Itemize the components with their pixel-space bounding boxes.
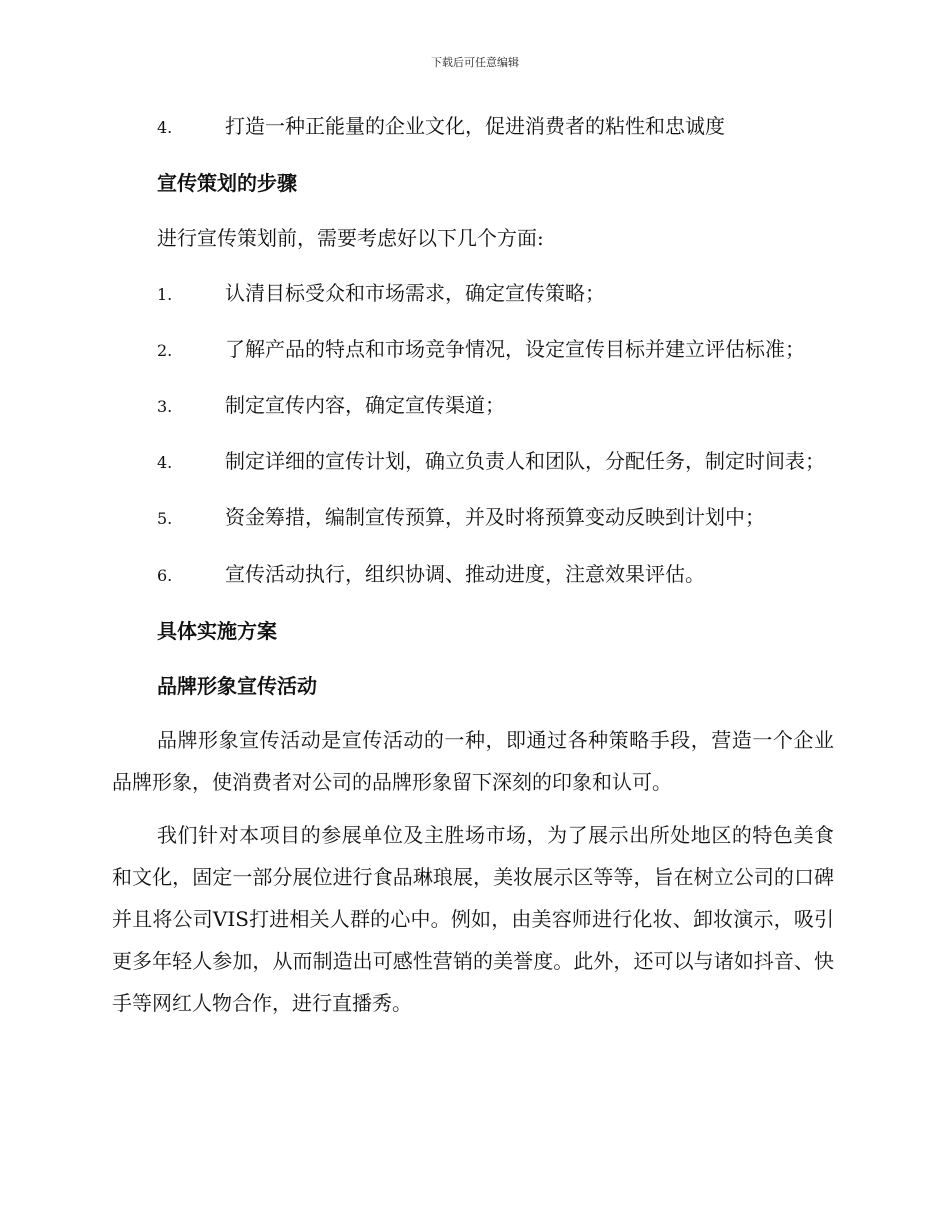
step-item <box>112 440 834 484</box>
document-body <box>112 104 834 1035</box>
step-number: 1. <box>157 285 173 304</box>
brand-paragraph-2: 我们针对本项目的参展单位及主胜场市场，为了展示出所处地区的特色美食和文化，固定一部分展位进行食品琳琅展，美妆展示区等等，旨在树立公司的口碑并且将公司VIS打进相关人群的心中。例如，由美容师进行化妆、卸妆演示，吸引更多年轻人参加，从而制造出可感性营销的美誉度。此外，还可以与诸如抖音、快手等网红人物合作，进行直播秀。 <box>112 823 834 1015</box>
step-number: 4. <box>157 453 173 472</box>
step-item <box>112 552 834 598</box>
step-item <box>112 328 834 372</box>
intro-paragraph: 进行宣传策划前，需要考虑好以下几个方面: <box>157 226 544 250</box>
step-text: 制定详细的宣传计划，确立负责人和团队，分配任务，制定时间表； <box>225 449 825 473</box>
step-number: 3. <box>157 397 173 416</box>
step-number: 5. <box>157 509 173 528</box>
list-number: 4. <box>157 118 173 137</box>
step-number: 2. <box>157 341 173 360</box>
section-heading-steps: 宣传策划的步骤 <box>157 171 297 195</box>
list-item <box>112 104 834 150</box>
step-item <box>112 495 834 541</box>
step-item <box>112 271 834 317</box>
step-text: 资金筹措，编制宣传预算，并及时将预算变动反映到计划中； <box>225 505 765 529</box>
step-text: 宣传活动执行，组织协调、推动进度，注意效果评估。 <box>225 562 705 586</box>
section-heading-brand: 品牌形象宣传活动 <box>157 674 317 698</box>
brand-paragraph-1: 品牌形象宣传活动是宣传活动的一种，即通过各种策略手段，营造一个企业品牌形象，使消费者对公司的品牌形象留下深刻的印象和认可。 <box>112 728 834 794</box>
section-heading-plan: 具体实施方案 <box>157 619 277 643</box>
step-text: 了解产品的特点和市场竞争情况，设定宣传目标并建立评估标准； <box>225 337 805 361</box>
step-text: 制定宣传内容，确定宣传渠道； <box>225 393 505 417</box>
list-text: 打造一种正能量的企业文化，促进消费者的粘性和忠诚度 <box>225 114 725 138</box>
step-text: 认清目标受众和市场需求，确定宣传策略； <box>225 281 605 305</box>
step-item <box>112 383 834 429</box>
page-header: 下载后可任意编辑 <box>431 56 519 69</box>
step-number: 6. <box>157 566 173 585</box>
